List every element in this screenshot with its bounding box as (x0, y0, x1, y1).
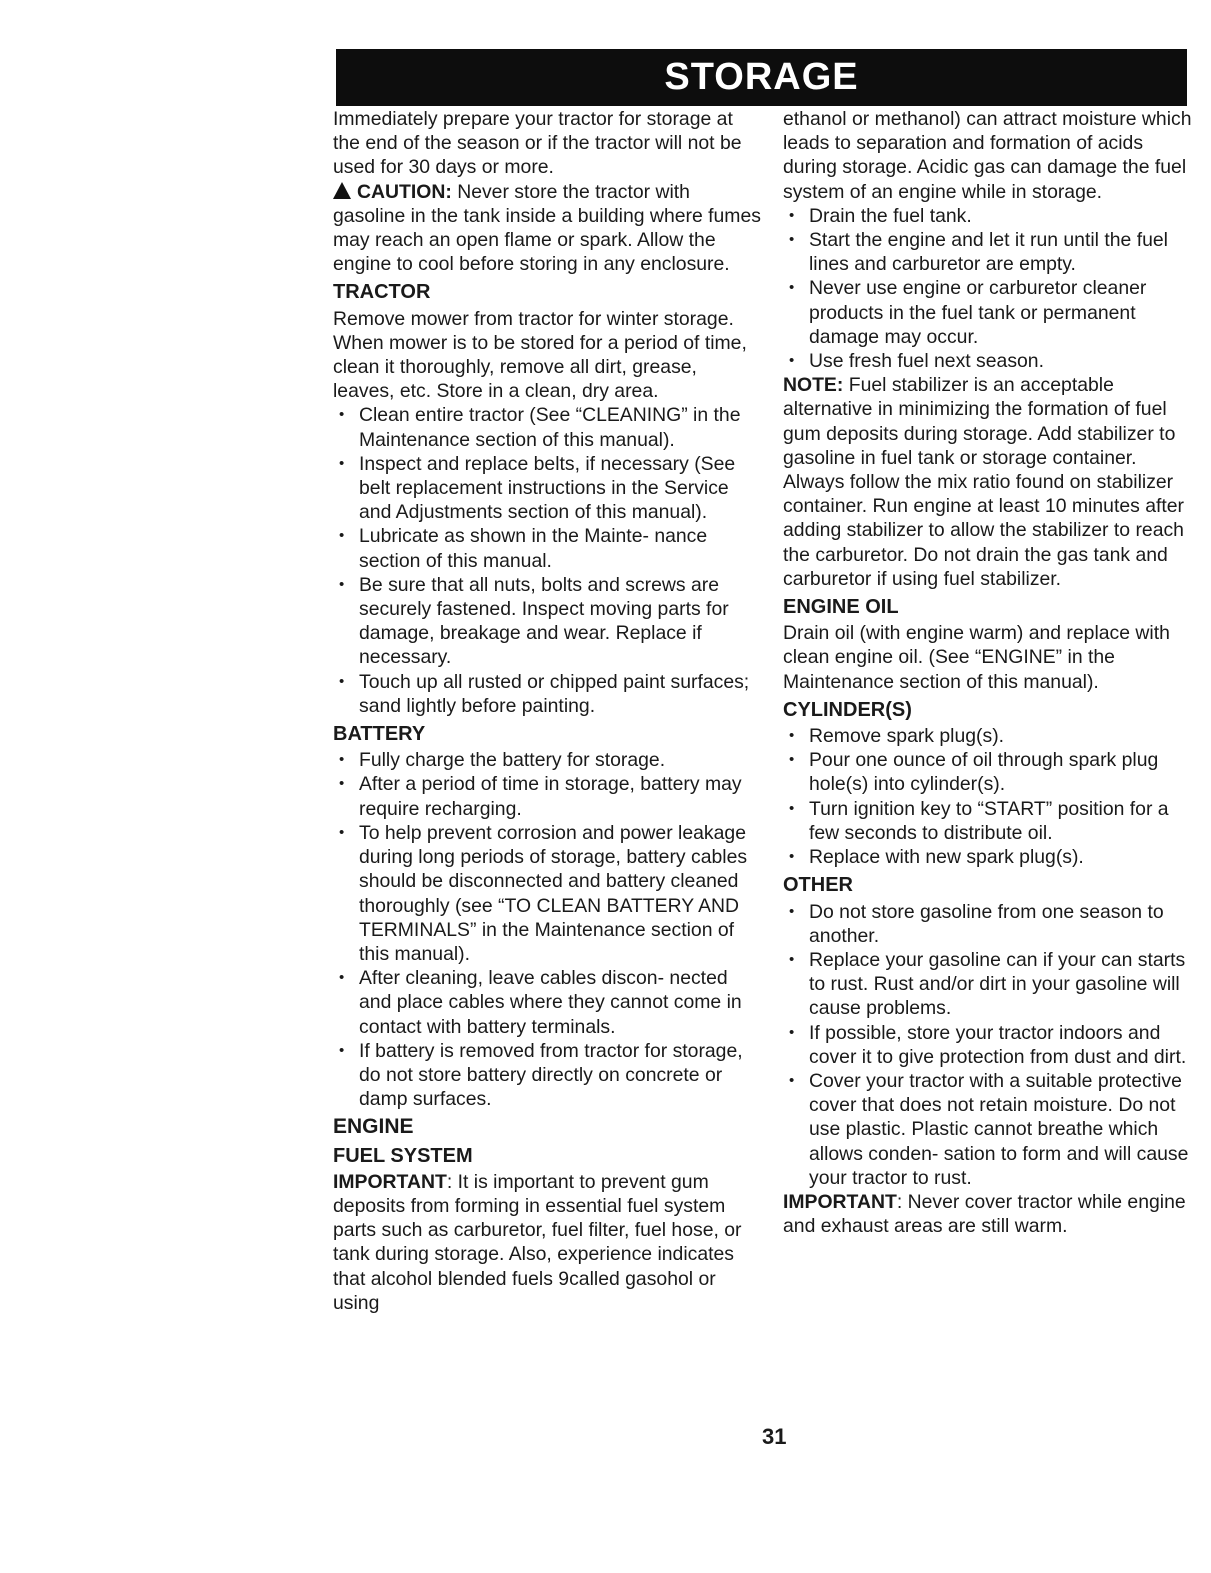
continued-paragraph: ethanol or methanol) can attract moisture which leads to separation and formation of acids during storage. Acidic gas can damage the fuel system of an engine while in storage. (783, 108, 1192, 203)
important-label: IMPORTANT (333, 1170, 447, 1193)
list-item: • Do not store gasoline from one season to another. (783, 900, 1195, 948)
list-item: • Use fresh fuel next season. (783, 349, 1195, 373)
warning-triangle-icon (333, 182, 351, 199)
cylinders-heading: CYLINDER(S) (783, 698, 912, 721)
other-heading: OTHER (783, 874, 853, 897)
engine-oil-text: Drain oil (with engine warm) and replace with clean engine oil. (See “ENGINE” in the Maintenance section of this manual). (783, 622, 1170, 693)
left-column (333, 107, 763, 1315)
page-number: 31 (762, 1424, 787, 1449)
list-item: • Cover your tractor with a suitable protective cover that does not retain moisture. Do not use plastic. Plastic cannot breathe which allows conden- sation to form and will cause your tractor to rust. (783, 1069, 1195, 1190)
list-item: • Fully charge the battery for storage. (333, 748, 763, 772)
list-item: • Lubricate as shown in the Mainte- nance section of this manual. (333, 524, 763, 572)
engine-heading: ENGINE (333, 1115, 414, 1139)
caution-paragraph (333, 180, 763, 277)
list-item: • Inspect and replace belts, if necessary (See belt replacement instructions in the Service and Adjustments section of this manual). (333, 452, 763, 525)
list-item: • After a period of time in storage, battery may require recharging. (333, 772, 763, 820)
page-title: STORAGE (336, 49, 1187, 106)
list-item: • Pour one ounce of oil through spark plug hole(s) into cylinder(s). (783, 748, 1195, 796)
note-label: NOTE: (783, 374, 844, 397)
engine-oil-heading: ENGINE OIL (783, 596, 899, 619)
list-item: • Start the engine and let it run until the fuel lines and carburetor are empty. (783, 228, 1195, 276)
fuel-important-paragraph (333, 1170, 763, 1315)
note-paragraph (783, 373, 1195, 591)
caution-text: Never store the tractor with gasoline in the tank inside a building where fumes may reach an open flame or spark. Allow the engine to cool before storing in any enclosure. (333, 180, 761, 276)
list-item: • Replace your gasoline can if your can starts to rust. Rust and/or dirt in your gasoline will cause problems. (783, 948, 1195, 1021)
right-column (783, 107, 1195, 1238)
intro-paragraph: Immediately prepare your tractor for storage at the end of the season or if the tractor will not be used for 30 days or more. (333, 108, 742, 179)
list-item: • Be sure that all nuts, bolts and screws are securely fastened. Inspect moving parts for damage, breakage and wear. Replace if necessary. (333, 573, 763, 670)
list-item: • Never use engine or carburetor cleaner products in the fuel tank or permanent damage may occur. (783, 276, 1195, 349)
other-important-paragraph (783, 1190, 1195, 1238)
other-list (783, 900, 1195, 1190)
list-item: • Drain the fuel tank. (783, 204, 1195, 228)
list-item: • After cleaning, leave cables discon- nected and place cables where they cannot come in contact with battery terminals. (333, 966, 763, 1039)
list-item: • Remove spark plug(s). (783, 724, 1195, 748)
important-label: IMPORTANT (783, 1190, 897, 1213)
list-item: • Replace with new spark plug(s). (783, 845, 1195, 869)
battery-heading: BATTERY (333, 723, 426, 746)
cylinders-list (783, 724, 1195, 869)
list-item: • Clean entire tractor (See “CLEANING” in the Maintenance section of this manual). (333, 403, 763, 451)
important-text: : It is important to prevent gum deposits from forming in essential fuel system parts such as carburetor, fuel filter, fuel hose, or tank during storage. Also, experience indicates that alcohol blended fuels 9called gasohol or using (333, 1170, 742, 1314)
fuel-list (783, 204, 1195, 373)
note-text: Fuel stabilizer is an acceptable alternative in minimizing the formation of fuel gum deposits during storage. Add stabilizer to gasoline in fuel tank or storage container. Always follow the mix ratio found on stabilizer container. Run engine at least 10 minutes after adding stabilizer to allow the stabilizer to reach the carburetor. Do not drain the gas tank and carburetor if using fuel stabilizer. (783, 374, 1184, 590)
caution-label: CAUTION: (357, 180, 452, 203)
tractor-list (333, 403, 763, 718)
fuel-system-heading: FUEL SYSTEM (333, 1144, 473, 1167)
list-item: • If battery is removed from tractor for storage, do not store battery directly on concrete or damp surfaces. (333, 1039, 763, 1112)
list-item: • Touch up all rusted or chipped paint surfaces; sand lightly before painting. (333, 670, 763, 718)
tractor-text: Remove mower from tractor for winter storage. When mower is to be stored for a period of time, clean it thoroughly, remove all dirt, grease, leaves, etc. Store in a clean, dry area. (333, 307, 747, 403)
list-item: • If possible, store your tractor indoors and cover it to give protection from dust and dirt. (783, 1021, 1195, 1069)
list-item: • Turn ignition key to “START” position for a few seconds to distribute oil. (783, 797, 1195, 845)
list-item: • To help prevent corrosion and power leakage during long periods of storage, battery cables should be disconnected and battery cleaned thoroughly (see “TO CLEAN BATTERY AND TERMINALS” in the Maintenance section of this manual). (333, 821, 763, 966)
tractor-heading: TRACTOR (333, 281, 431, 304)
battery-list (333, 748, 763, 1111)
important-text: : Never cover tractor while engine and exhaust areas are still warm. (783, 1190, 1186, 1238)
